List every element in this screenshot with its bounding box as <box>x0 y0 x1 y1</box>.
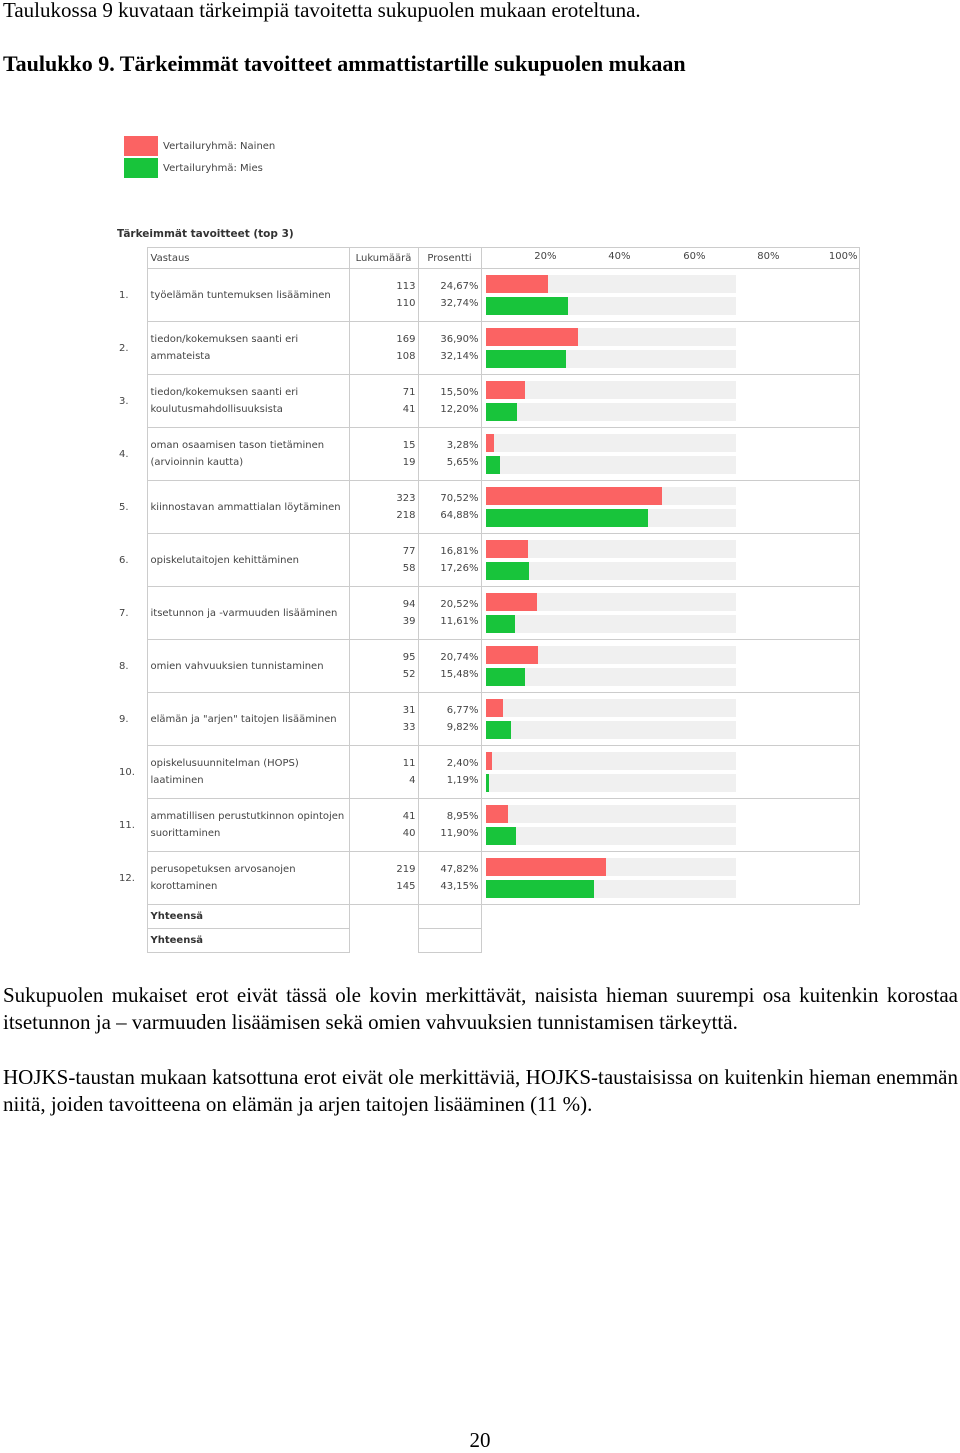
total-label: Yhteensä <box>147 929 349 953</box>
results-table <box>116 247 860 953</box>
legend-label-male: Vertailuryhmä: Mies <box>163 162 263 174</box>
answer-line: korottaminen <box>150 881 218 892</box>
scale-label-60: 60% <box>683 251 706 262</box>
percent-cell <box>418 375 481 428</box>
legend-item-male <box>124 157 275 179</box>
answer-line: ammatillisen perustutkinnon opintojen <box>150 811 345 822</box>
female-count: 41 <box>402 811 416 822</box>
bar-male <box>486 509 648 527</box>
total-row <box>116 929 859 953</box>
male-count: 218 <box>396 510 416 521</box>
count-cell <box>349 852 418 905</box>
row-number: 11. <box>119 819 135 831</box>
bar-track-male <box>486 880 736 898</box>
answer-cell <box>147 428 349 481</box>
percent-cell <box>418 587 481 640</box>
answer-line: kiinnostavan ammattialan löytäminen <box>150 501 341 513</box>
table-row <box>116 481 859 534</box>
row-number: 5. <box>119 501 129 513</box>
answer-cell <box>147 269 349 322</box>
chart-legend <box>124 135 275 179</box>
legend-item-female <box>124 135 275 157</box>
bar-cell <box>481 852 859 905</box>
answer-cell <box>147 640 349 693</box>
female-percent: 24,67% <box>440 281 479 292</box>
bar-track-female <box>486 434 736 452</box>
percent-cell <box>418 322 481 375</box>
header-number <box>116 248 147 269</box>
bar-cell <box>481 693 859 746</box>
table-row <box>116 852 859 905</box>
bar-cell <box>481 534 859 587</box>
row-number: 7. <box>119 607 129 619</box>
male-percent: 32,14% <box>440 351 479 362</box>
bar-track-female <box>486 805 736 823</box>
male-count: 39 <box>402 616 416 627</box>
results-subtitle: Tärkeimmät tavoitteet (top 3) <box>117 228 294 240</box>
bar-track-female <box>486 858 736 876</box>
bar-track-male <box>486 774 736 792</box>
row-number: 12. <box>119 872 135 884</box>
bar-track-female <box>486 646 736 664</box>
legend-swatch-female <box>124 136 158 156</box>
percent-cell <box>418 799 481 852</box>
female-percent: 47,82% <box>440 864 479 875</box>
bar-cell <box>481 640 859 693</box>
table-row <box>116 640 859 693</box>
percent-cell <box>418 693 481 746</box>
male-count: 108 <box>396 351 416 362</box>
male-percent: 12,20% <box>440 404 479 415</box>
legend-label-female: Vertailuryhmä: Nainen <box>163 140 276 152</box>
table-row <box>116 322 859 375</box>
answer-line: oman osaamisen tason tietäminen <box>150 440 325 451</box>
answer-line: (arvioinnin kautta) <box>150 457 244 468</box>
bar-track-male <box>486 350 736 368</box>
bar-track-male <box>486 456 736 474</box>
bar-male <box>486 615 515 633</box>
table-row <box>116 746 859 799</box>
header-count: Lukumäärä <box>349 248 418 269</box>
total-percent-cell <box>418 905 481 929</box>
bar-female <box>486 858 606 876</box>
female-percent: 70,52% <box>440 493 479 504</box>
answer-line: opiskelutaitojen kehittäminen <box>150 554 299 566</box>
female-count: 95 <box>402 652 416 663</box>
bar-male <box>486 456 500 474</box>
paragraph-gender: Sukupuolen mukaiset erot eivät tässä ole kovin merkittävät, naisista hieman suurempi osa kuitenkin korostaa itsetunnon ja – varmuuden lisäämisen sekä omien vahvuuksien tunnistamisen tärkeyttä. <box>3 983 958 1034</box>
female-percent: 36,90% <box>440 334 479 345</box>
bar-track-male <box>486 615 736 633</box>
bar-track-male <box>486 297 736 315</box>
count-cell <box>349 693 418 746</box>
row-number: 3. <box>119 395 129 407</box>
scale-label-40: 40% <box>608 251 631 262</box>
paragraph-hojks: HOJKS-taustan mukaan katsottuna erot eivät ole merkittäviä, HOJKS-taustaisissa on kuitenkin hieman enemmän niitä, joiden tavoitteena on elämän ja arjen taitojen lisääminen (11 %). <box>3 1065 958 1116</box>
female-percent: 20,74% <box>440 652 479 663</box>
male-count: 145 <box>396 881 416 892</box>
bar-track-female <box>486 487 736 505</box>
table-row <box>116 587 859 640</box>
count-cell <box>349 534 418 587</box>
male-percent: 11,61% <box>440 616 479 627</box>
bar-female <box>486 381 525 399</box>
male-percent: 5,65% <box>446 457 479 468</box>
female-count: 11 <box>402 758 416 769</box>
bar-track-male <box>486 668 736 686</box>
page-number: 20 <box>469 1428 491 1452</box>
female-count: 15 <box>402 440 416 451</box>
answer-line: tiedon/kokemuksen saanti eri <box>150 387 299 398</box>
count-cell <box>349 269 418 322</box>
table-row <box>116 799 859 852</box>
row-number: 8. <box>119 660 129 672</box>
bar-cell <box>481 375 859 428</box>
count-cell <box>349 481 418 534</box>
bar-cell <box>481 322 859 375</box>
answer-cell <box>147 746 349 799</box>
header-answer: Vastaus <box>147 248 349 269</box>
male-count: 58 <box>402 563 416 574</box>
female-count: 219 <box>396 864 416 875</box>
answer-line: omien vahvuuksien tunnistaminen <box>150 660 324 672</box>
bar-track-female <box>486 699 736 717</box>
female-percent: 15,50% <box>440 387 479 398</box>
female-count: 113 <box>396 281 416 292</box>
table-row <box>116 534 859 587</box>
male-count: 52 <box>402 669 416 680</box>
male-percent: 15,48% <box>440 669 479 680</box>
male-count: 41 <box>402 404 416 415</box>
bar-cell <box>481 428 859 481</box>
percent-cell <box>418 746 481 799</box>
answer-line: itsetunnon ja -varmuuden lisääminen <box>150 607 338 619</box>
bar-female <box>486 434 494 452</box>
bar-male <box>486 827 516 845</box>
answer-line: työelämän tuntemuksen lisääminen <box>150 289 331 301</box>
male-percent: 43,15% <box>440 881 479 892</box>
row-number: 6. <box>119 554 129 566</box>
percent-cell <box>418 640 481 693</box>
answer-line: koulutusmahdollisuuksista <box>150 404 283 415</box>
answer-cell <box>147 534 349 587</box>
bar-male <box>486 774 489 792</box>
scale-label-20: 20% <box>534 251 557 262</box>
male-percent: 17,26% <box>440 563 479 574</box>
bar-track-male <box>486 509 736 527</box>
table-row <box>116 693 859 746</box>
female-percent: 20,52% <box>440 599 479 610</box>
bar-track-female <box>486 275 736 293</box>
bar-male <box>486 880 594 898</box>
bar-track-male <box>486 562 736 580</box>
answer-cell <box>147 852 349 905</box>
bar-female <box>486 328 578 346</box>
bar-track-female <box>486 540 736 558</box>
table-caption: Taulukko 9. Tärkeimmät tavoitteet ammattistartille sukupuolen mukaan <box>3 51 686 76</box>
female-count: 77 <box>402 546 416 557</box>
bar-female <box>486 275 548 293</box>
percent-cell <box>418 534 481 587</box>
count-cell <box>349 799 418 852</box>
bar-cell <box>481 799 859 852</box>
count-cell <box>349 375 418 428</box>
percent-cell <box>418 428 481 481</box>
count-cell <box>349 322 418 375</box>
table-row <box>116 375 859 428</box>
answer-line: perusopetuksen arvosanojen <box>150 864 296 875</box>
total-row <box>116 905 859 929</box>
bar-track-male <box>486 721 736 739</box>
percent-cell <box>418 852 481 905</box>
male-count: 19 <box>402 457 416 468</box>
bar-track-female <box>486 381 736 399</box>
answer-cell <box>147 587 349 640</box>
header-percent: Prosentti <box>418 248 481 269</box>
row-number: 1. <box>119 289 129 301</box>
scale-label-80: 80% <box>757 251 780 262</box>
female-percent: 3,28% <box>446 440 479 451</box>
bar-female <box>486 487 662 505</box>
table-row <box>116 428 859 481</box>
answer-line: elämän ja "arjen" taitojen lisääminen <box>150 713 337 725</box>
answer-line: suorittaminen <box>150 828 221 839</box>
count-cell <box>349 746 418 799</box>
female-percent: 6,77% <box>446 705 479 716</box>
bar-track-female <box>486 593 736 611</box>
female-count: 94 <box>402 599 416 610</box>
header-row <box>116 248 859 269</box>
row-number: 4. <box>119 448 129 460</box>
answer-line: tiedon/kokemuksen saanti eri <box>150 334 299 345</box>
row-number: 10. <box>119 766 135 778</box>
bar-track-female <box>486 328 736 346</box>
male-count: 40 <box>402 828 416 839</box>
total-label: Yhteensä <box>147 905 349 929</box>
total-percent-cell <box>418 929 481 953</box>
bar-male <box>486 403 517 421</box>
count-cell <box>349 428 418 481</box>
answer-cell <box>147 799 349 852</box>
bar-female <box>486 540 528 558</box>
bar-male <box>486 668 525 686</box>
answer-cell <box>147 481 349 534</box>
female-count: 169 <box>396 334 416 345</box>
bar-female <box>486 593 537 611</box>
female-count: 323 <box>396 493 416 504</box>
female-count: 31 <box>402 705 416 716</box>
bar-female <box>486 805 508 823</box>
male-count: 4 <box>409 775 416 786</box>
bar-female <box>486 752 492 770</box>
male-count: 33 <box>402 722 416 733</box>
female-percent: 2,40% <box>446 758 479 769</box>
row-number: 9. <box>119 713 129 725</box>
bar-cell <box>481 746 859 799</box>
bar-male <box>486 562 529 580</box>
bar-male <box>486 297 568 315</box>
bar-track-male <box>486 403 736 421</box>
answer-cell <box>147 693 349 746</box>
male-percent: 32,74% <box>440 298 479 309</box>
answer-line: ammateista <box>150 351 211 362</box>
male-percent: 11,90% <box>440 828 479 839</box>
bar-cell <box>481 587 859 640</box>
bar-cell <box>481 481 859 534</box>
percent-cell <box>418 269 481 322</box>
table-row <box>116 269 859 322</box>
count-cell <box>349 587 418 640</box>
count-cell <box>349 640 418 693</box>
male-count: 110 <box>396 298 416 309</box>
answer-cell <box>147 322 349 375</box>
answer-line: opiskelusuunnitelman (HOPS) <box>150 758 299 769</box>
answer-cell <box>147 375 349 428</box>
legend-swatch-male <box>124 158 158 178</box>
percent-cell <box>418 481 481 534</box>
answer-line: laatiminen <box>150 775 204 786</box>
scale-label-100: 100% <box>828 251 858 262</box>
row-number: 2. <box>119 342 129 354</box>
bar-male <box>486 350 566 368</box>
bar-cell <box>481 269 859 322</box>
bar-track-male <box>486 827 736 845</box>
female-percent: 16,81% <box>440 546 479 557</box>
female-count: 71 <box>402 387 416 398</box>
bar-female <box>486 699 503 717</box>
female-percent: 8,95% <box>446 811 479 822</box>
male-percent: 1,19% <box>446 775 479 786</box>
male-percent: 64,88% <box>440 510 479 521</box>
bar-male <box>486 721 511 739</box>
header-scale <box>481 248 859 269</box>
male-percent: 9,82% <box>446 722 479 733</box>
bar-female <box>486 646 538 664</box>
intro-text: Taulukossa 9 kuvataan tärkeimpiä tavoitetta sukupuolen mukaan eroteltuna. <box>3 0 641 22</box>
bar-track-female <box>486 752 736 770</box>
